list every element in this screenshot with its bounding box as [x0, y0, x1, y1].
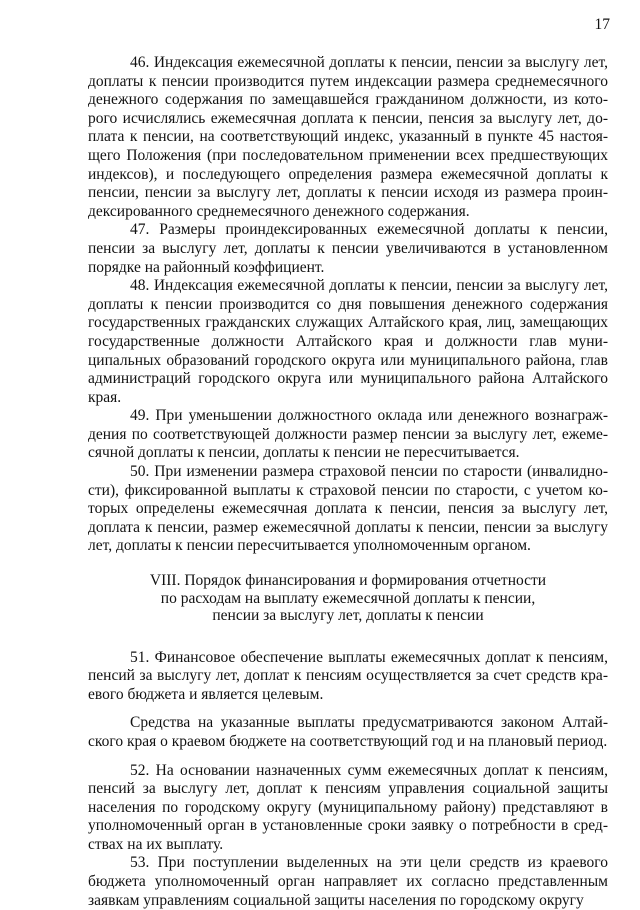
section-heading-line: пенсии за выслугу лет, доплаты к пенсии: [212, 607, 484, 625]
section-heading-line: по расходам на выплату ежемесячной доплаты к пенсии,: [160, 589, 536, 607]
paragraph-53: 53. При поступлении выделенных на эти цели средств из краевого бюджета уполномоченный орган направляет их согласно представленным заявкам управлениям социальной защиты населения по городскому округу: [88, 854, 608, 909]
document-body: [88, 54, 608, 910]
section-heading: [88, 572, 608, 625]
paragraph-52: 52. На основании назначенных сумм ежемесячных доплат к пенсиям, пенсий за выслугу лет, доплат к пенсиям управления социальной защиты населения по городскому округу (муниципальному району) представляют в уполномоченный орган в установленные сроки заявку о потребности в средствах на их выплату.: [88, 761, 608, 853]
paragraph-51-funding: Средства на указанные выплаты предусматриваются законом Алтайского края о краевом бюджете на соответствующий год и на плановый период.: [88, 714, 608, 750]
section-heading-line: VIII. Порядок финансирования и формирования отчетности: [149, 572, 547, 590]
paragraph-51: 51. Финансовое обеспечение выплаты ежемесячных доплат к пенсиям, пенсий за выслугу лет, доплат к пенсиям осуществляется за счет средств краевого бюджета и является целевым.: [88, 648, 608, 703]
page-number: 17: [594, 16, 610, 33]
paragraph-46: 46. Индексация ежемесячной доплаты к пенсии, пенсии за выслугу лет, доплаты к пенсии производится путем индексации размера среднемесячного денежного содержания по замещавшейся гражданином должности, из которого исчислялись ежемесячная доплата к пенсии, пенсия за выслугу лет, доплата к пенсии, на соответствующий индекс, указанный в пункте 45 настоящего Положения (при последовательном применении всех предшествующих индексов), и последующего определения размера ежемесячной доплаты к пенсии, пенсии за выслугу лет, доплаты к пенсии исходя из размера проиндексированного среднемесячного денежного содержания.: [88, 54, 608, 220]
paragraph-50: 50. При изменении размера страховой пенсии по старости (инвалидности), фиксированной выплаты к страховой пенсии по старости, с учетом которых определены ежемесячная доплата к пенсии, пенсия за выслугу лет, доплата к пенсии, размер ежемесячной доплаты к пенсии, пенсии за выслугу лет, доплаты к пенсии пересчитывается уполномоченным органом.: [88, 463, 608, 555]
paragraph-48: 48. Индексация ежемесячной доплаты к пенсии, пенсии за выслугу лет, доплаты к пенсии производится со дня повышения денежного содержания государственных гражданских служащих Алтайского края, лиц, замещающих государственные должности Алтайского края и должности глав муниципальных образований городского округа или муниципального района, глав администраций городского округа или муниципального района Алтайского края.: [88, 277, 608, 406]
paragraph-49: 49. При уменьшении должностного оклада или денежного вознаграждения по соответствующей должности размер пенсии за выслугу лет, ежемесячной доплаты к пенсии, доплаты к пенсии не пересчитывается.: [88, 407, 608, 462]
paragraph-47: 47. Размеры проиндексированных ежемесячной доплаты к пенсии, пенсии за выслугу лет, доплаты к пенсии увеличиваются в установленном порядке на районный коэффициент.: [88, 221, 608, 276]
